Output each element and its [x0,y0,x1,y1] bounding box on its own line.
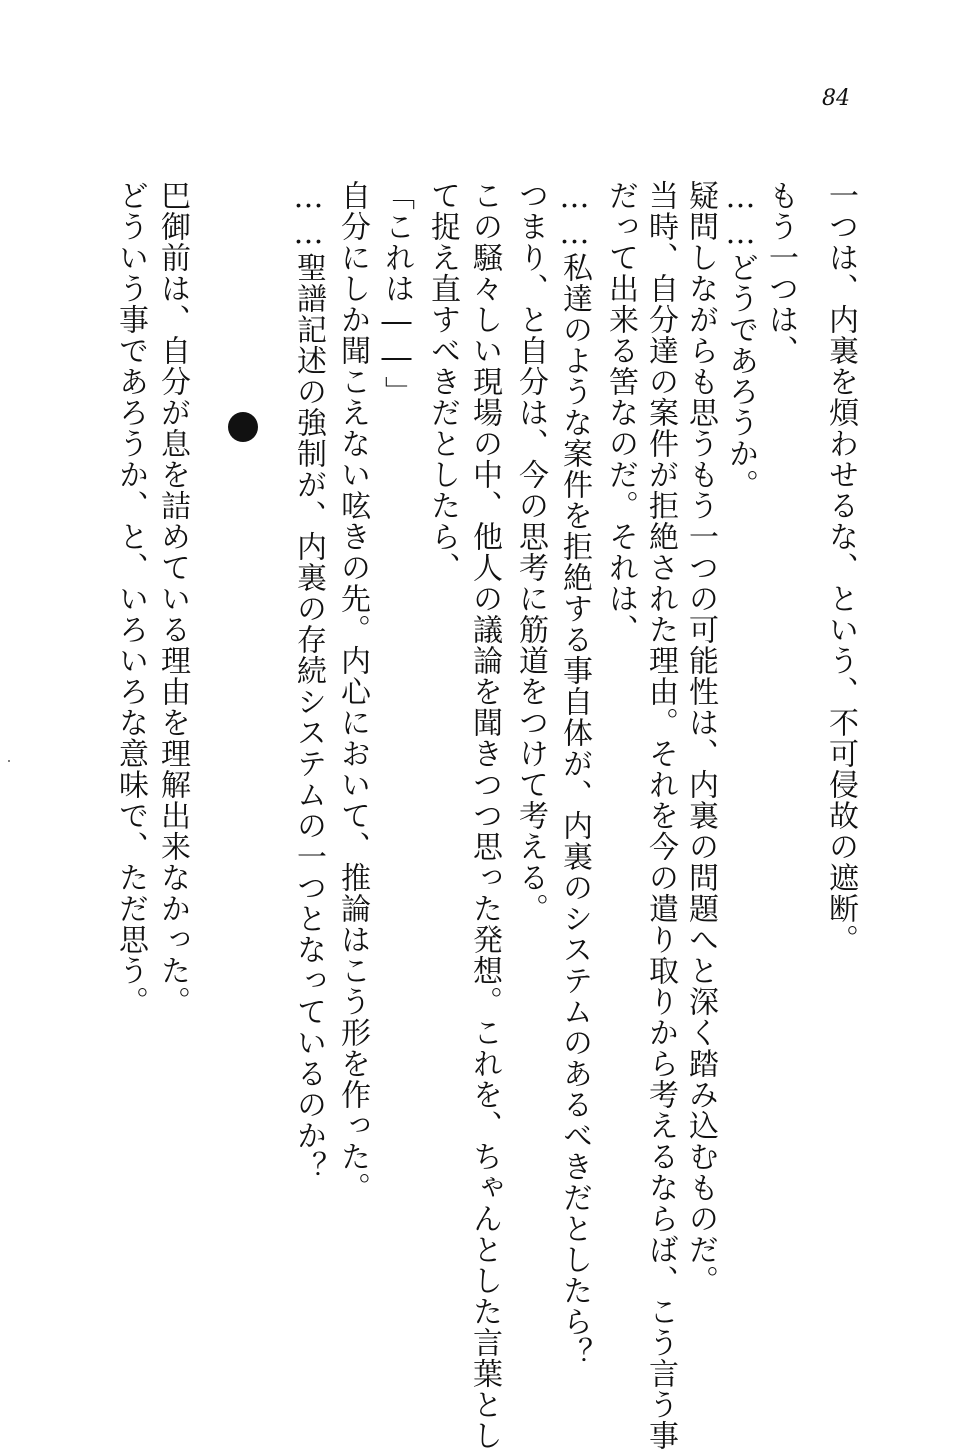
text-line-2: もう一つは、 [763,180,798,366]
text-line-14: 巴御前は、自分が息を詰めている理由を理解出来なかった。 [155,180,190,1017]
text-line-6: だって出来る筈なのだ。それは、 [603,180,638,645]
text-line-8: つまり、と自分は、今の思考に筋道をつけて考える。 [513,180,548,924]
text-line-9: この騒々しい現場の中、他人の議論を聞きつつ思った発想。これを、ちゃんとした言葉とし [467,180,502,1451]
text-line-15: どういう事であろうか、と、いろいろな意味で、ただ思う。 [113,180,148,1017]
scan-speck [8,760,10,762]
text-line-5: 当時、自分達の案件が拒絶された理由。それを今の遣り取りから考えるならば、こう言う事 [643,180,678,1451]
text-line-12: 自分にしか聞こえない呟きの先。内心において、推論はこう形を作った。 [335,180,370,1203]
text-line-3: ……どうであろうか。 [723,180,758,500]
text-line-7: ……私達のような案件を拒絶する事自体が、内裏のシステムのあるべきだとしたら？ [557,180,592,1368]
page-number: 84 [822,86,850,111]
text-line-10: て捉え直すべきだとしたら、 [425,180,460,583]
section-break-dot [228,412,258,442]
text-line-1: 一つは、内裏を煩わせるな、という、不可侵故の遮断。 [823,180,858,955]
text-line-11: 「これは――」 [379,180,414,407]
text-line-13: ……聖譜記述の強制が、内裏の存続システムの一つとなっているのか？ [291,180,326,1182]
text-line-4: 疑問しながらも思うもう一つの可能性は、内裏の問題へと深く踏み込むものだ。 [683,180,718,1296]
